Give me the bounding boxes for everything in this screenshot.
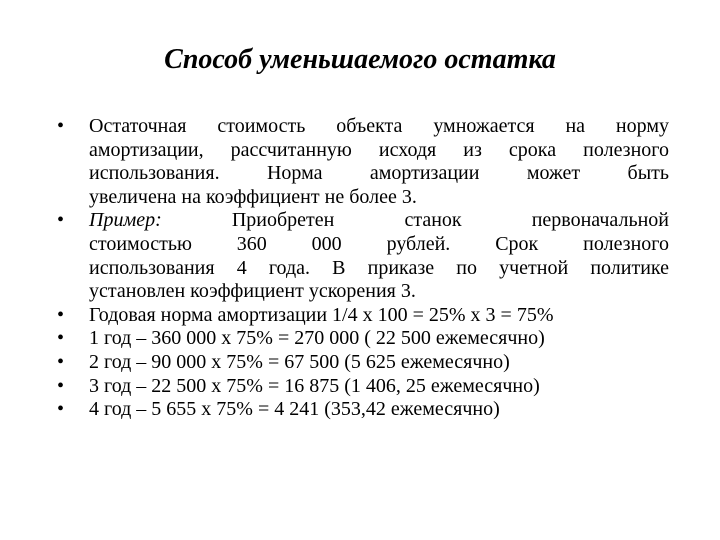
bullet-line: амортизации, рассчитанную исходя из срока полезного	[89, 138, 669, 161]
bullet-item	[57, 327, 669, 351]
bullet-line: 1 год – 360 000 х 75% = 270 000 ( 22 500 ежемесячно)	[89, 327, 545, 350]
bullet-item	[57, 115, 669, 209]
bullet-list	[57, 115, 669, 422]
bullet-line: Годовая норма амортизации 1/4 х 100 = 25% х 3 = 75%	[89, 303, 554, 326]
bullet-line: увеличена на коэффициент не более 3.	[89, 185, 417, 208]
bullet-line	[89, 209, 669, 233]
bullet-line: использования. Норма амортизации может быть	[89, 162, 669, 185]
bullet-icon: •	[57, 350, 65, 373]
bullet-item	[57, 375, 669, 399]
bullet-line: Остаточная стоимость объекта умножается на норму	[89, 115, 669, 137]
bullet-item	[57, 304, 669, 328]
bullet-line: использования 4 года. В приказе по учетной политике	[89, 256, 669, 279]
slide-title: Способ уменьшаемого остатка	[164, 44, 556, 75]
bullet-item	[57, 398, 669, 422]
bullet-line: установлен коэффициент ускорения 3.	[89, 280, 416, 303]
bullet-icon: •	[57, 209, 65, 232]
bullet-line: стоимостью 360 000 рублей. Срок полезного	[89, 232, 669, 255]
bullet-icon: •	[57, 398, 65, 421]
bullet-icon: •	[57, 115, 65, 137]
example-text: Приобретен станок первоначальной	[231, 209, 669, 232]
bullet-line: 3 год – 22 500 х 75% = 16 875 (1 406, 25 ежемесячно)	[89, 374, 540, 397]
bullet-item	[57, 209, 669, 303]
bullet-line: 2 год – 90 000 х 75% = 67 500 (5 625 ежемесячно)	[89, 350, 510, 373]
example-label: Пример:	[89, 209, 162, 232]
bullet-icon: •	[57, 303, 65, 326]
bullet-item	[57, 351, 669, 375]
bullet-icon: •	[57, 327, 65, 350]
bullet-line: 4 год – 5 655 х 75% = 4 241 (353,42 ежемесячно)	[89, 398, 500, 421]
bullet-icon: •	[57, 374, 65, 397]
